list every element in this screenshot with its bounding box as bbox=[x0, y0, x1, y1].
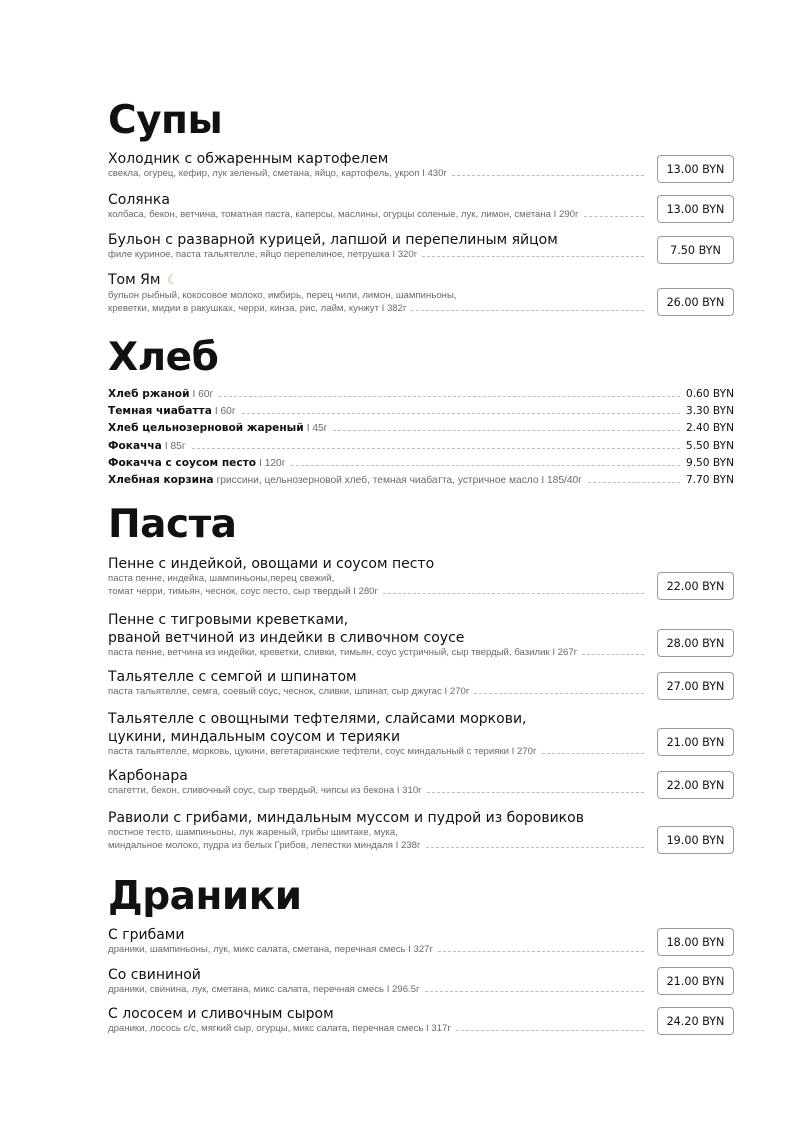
item-description: свекла, огурец, кефир, лук зеленый, сметана, яйцо, картофель, укроп I 430г bbox=[108, 168, 644, 181]
item-name: Том Ям ☾ bbox=[108, 272, 179, 288]
item-name: Со свининой bbox=[108, 967, 201, 983]
menu-item bbox=[108, 555, 734, 598]
item-name: С грибами bbox=[108, 927, 185, 943]
bread-list bbox=[108, 386, 734, 489]
item-description: I 45г bbox=[306, 423, 328, 435]
item-name: Тальятелле с овощными тефтелями, слайсами моркови, bbox=[108, 711, 527, 727]
section-title-soups: Супы bbox=[108, 98, 223, 143]
menu-item bbox=[108, 191, 734, 222]
price-badge: 26.00 BYN bbox=[657, 288, 734, 316]
menu-item bbox=[108, 710, 734, 759]
chili-pepper-icon: ☾ bbox=[166, 273, 179, 288]
menu-item bbox=[108, 455, 734, 472]
item-name: Солянка bbox=[108, 192, 170, 208]
item-description: филе куриное, паста тальятелле, яйцо перепелиное, петрушка I 320г bbox=[108, 249, 644, 262]
item-description: паста пенне, индейка, шампиньоны,перец свежий, bbox=[108, 573, 335, 584]
price-badge: 28.00 BYN bbox=[657, 629, 734, 657]
price-badge: 18.00 BYN bbox=[657, 928, 734, 956]
menu-item bbox=[108, 472, 734, 489]
menu-item bbox=[108, 271, 734, 315]
item-name: Пенне с индейкой, овощами и соусом песто bbox=[108, 556, 435, 572]
item-name: Бульон с разварной курицей, лапшой и перепелиным яйцом bbox=[108, 232, 558, 248]
price-badge: 13.00 BYN bbox=[657, 155, 734, 183]
menu-item bbox=[108, 966, 734, 997]
price-badge: 19.00 BYN bbox=[657, 826, 734, 854]
price-badge: 22.00 BYN bbox=[657, 771, 734, 799]
menu-item bbox=[108, 420, 734, 437]
item-name: Тальятелле с семгой и шпинатом bbox=[108, 669, 357, 685]
item-description: бульон рыбный, кокосовое молоко, имбирь, перец чили, лимон, шампиньоны, bbox=[108, 290, 457, 301]
item-description: I 60г bbox=[192, 389, 214, 400]
price-badge: 22.00 BYN bbox=[657, 572, 734, 600]
item-description: постное тесто, шампиньоны, лук жареный, грибы шиитаке, мука, bbox=[108, 827, 398, 838]
price-badge: 21.00 BYN bbox=[657, 728, 734, 756]
item-name: Хлебная корзина bbox=[108, 473, 214, 486]
item-description: гриссини, цельнозерновой хлеб, темная чиабатта, устричное масло I 185/40г bbox=[216, 474, 582, 486]
item-price: 9.50 BYN bbox=[685, 456, 734, 469]
item-name: Хлеб ржаной bbox=[108, 388, 190, 400]
item-price: 3.30 BYN bbox=[685, 405, 734, 418]
price-badge: 27.00 BYN bbox=[657, 672, 734, 700]
menu-item bbox=[108, 809, 734, 852]
item-description: томат черри, тимьян, чеснок, соус песто, сыр твердый I 280г bbox=[108, 586, 644, 599]
item-name: Хлеб цельнозерновой жареный bbox=[108, 422, 304, 435]
item-description: I 60г bbox=[214, 406, 236, 418]
item-price: 5.50 BYN bbox=[685, 439, 734, 452]
menu-item bbox=[108, 767, 734, 798]
item-price: 2.40 BYN bbox=[685, 422, 734, 435]
price-badge: 21.00 BYN bbox=[657, 967, 734, 995]
item-name: Холодник с обжаренным картофелем bbox=[108, 151, 389, 167]
item-description: драники, свинина, лук, сметана, микс салата, перечная смесь I 296.5г bbox=[108, 984, 644, 997]
item-name: цукини, миндальным соусом и терияки bbox=[108, 729, 401, 745]
item-description: спагетти, бекон, сливочный соус, сыр твердый, чипсы из бекона I 310г bbox=[108, 785, 644, 798]
menu-item bbox=[108, 150, 734, 181]
menu-item bbox=[108, 611, 734, 660]
item-name: Равиоли с грибами, миндальным муссом и пудрой из боровиков bbox=[108, 810, 584, 826]
item-description: паста тальятелле, морковь, цукини, вегетарианские тефтели, соус миндальный с терияки I 270г bbox=[108, 746, 644, 759]
menu-item bbox=[108, 231, 734, 262]
item-price: 0.60 BYN bbox=[685, 388, 734, 400]
item-name: Пенне с тигровыми креветками, bbox=[108, 612, 349, 628]
item-name: С лососем и сливочным сыром bbox=[108, 1006, 334, 1022]
item-price: 7.70 BYN bbox=[685, 473, 734, 486]
item-description: паста тальятелле, семга, соевый соус, чеснок, сливки, шпинат, сыр джугас I 270г bbox=[108, 686, 644, 699]
section-title-draniki: Драники bbox=[108, 874, 302, 919]
item-description: драники, лосось с/с, мягкий сыр, огурцы, микс салата, перечная смесь I 317г bbox=[108, 1023, 644, 1036]
item-name: Карбонара bbox=[108, 768, 188, 784]
item-description: креветки, мидии в ракушках, черри, кинза, рис, лайм, кунжут I 382г bbox=[108, 303, 644, 316]
price-badge: 7.50 BYN bbox=[657, 236, 734, 264]
item-description: миндальное молоко, пудра из белых Грибов, лепестки миндаля I 238г bbox=[108, 840, 644, 853]
item-description: I 120г bbox=[259, 457, 286, 469]
menu-item bbox=[108, 438, 734, 455]
item-name: Темная чиабатта bbox=[108, 405, 212, 418]
menu-item bbox=[108, 926, 734, 957]
menu-item bbox=[108, 386, 734, 403]
item-description: драники, шампиньоны, лук, микс салата, сметана, перечная смесь I 327г bbox=[108, 944, 644, 957]
price-badge: 13.00 BYN bbox=[657, 195, 734, 223]
item-description: колбаса, бекон, ветчина, томатная паста, каперсы, маслины, огурцы соленые, лук, лимон, сметана I 290г bbox=[108, 209, 644, 222]
section-title-bread: Хлеб bbox=[108, 335, 219, 380]
item-name: рваной ветчиной из индейки в сливочном соусе bbox=[108, 630, 465, 646]
item-name: Фокачча bbox=[108, 439, 162, 452]
item-description: паста пенне, ветчина из индейки, креветки, сливки, тимьян, соус устричный, сыр твердый, базилик I 267г bbox=[108, 647, 644, 660]
item-description: I 85г bbox=[164, 440, 186, 452]
price-badge: 24.20 BYN bbox=[657, 1007, 734, 1035]
item-name: Фокачча с соусом песто bbox=[108, 456, 257, 469]
section-title-pasta: Паста bbox=[108, 502, 237, 547]
menu-item bbox=[108, 1005, 734, 1036]
menu-item bbox=[108, 403, 734, 420]
menu-item bbox=[108, 668, 734, 699]
